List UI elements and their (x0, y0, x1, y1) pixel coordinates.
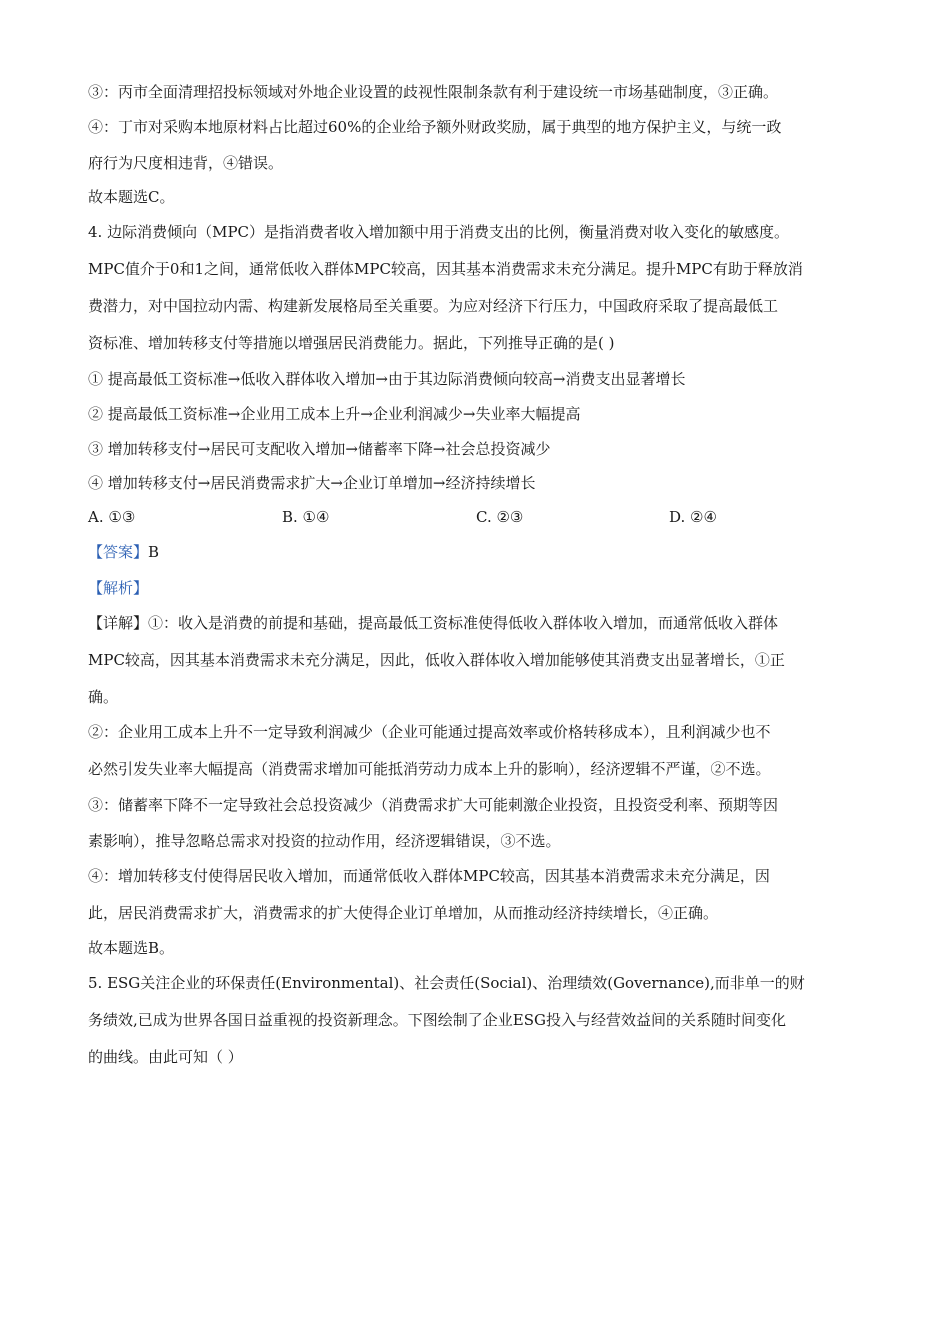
q5-stem-line: 5. ESG关注企业的环保责任(Environmental)、社会责任(Social)、治理绩效(Governance),而非单一的财 (88, 974, 805, 992)
q4-option-c: C. ②③ (476, 508, 524, 526)
q4-detail-line: ③：储蓄率下降不一定导致社会总投资减少（消费需求扩大可能刺激企业投资，且投资受利率、预期等因 (88, 796, 779, 814)
q4-detail-line (88, 613, 778, 633)
q4-detail-line: 确。 (88, 688, 119, 706)
q4-detail-line: ④：增加转移支付使得居民收入增加，而通常低收入群体MPC较高，因其基本消费需求未充分满足，因 (88, 867, 770, 885)
q4-option-a: A. ①③ (88, 508, 136, 526)
q4-detail-line: ②：企业用工成本上升不一定导致利润减少（企业可能通过提高效率或价格转移成本），且利润减少也不 (88, 723, 771, 741)
detail-text: ①：收入是消费的前提和基础，提高最低工资标准使得低收入群体收入增加，而通常低收入群体 (148, 614, 779, 632)
q4-option-b: B. ①④ (282, 508, 330, 526)
q4-analysis-heading (88, 578, 148, 598)
q3-analysis-line: ③：丙市全面清理招投标领域对外地企业设置的歧视性限制条款有利于建设统一市场基础制度，③正确。 (88, 83, 779, 101)
q3-conclusion: 故本题选C。 (88, 188, 175, 206)
answer-value: B (148, 543, 160, 561)
q4-statement: ② 提高最低工资标准→企业用工成本上升→企业利润减少→失业率大幅提高 (88, 405, 581, 423)
analysis-label: 【解析】 (88, 579, 149, 597)
q4-stem-line: 费潜力，对中国拉动内需、构建新发展格局至关重要。为应对经济下行压力，中国政府采取了提高最低工 (88, 297, 779, 315)
q4-option-d: D. ②④ (669, 508, 717, 526)
q5-stem-line: 务绩效,已成为世界各国日益重视的投资新理念。下图绘制了企业ESG投入与经营效益间的关系随时间变化 (88, 1011, 786, 1029)
q4-answer (88, 542, 159, 562)
q4-conclusion: 故本题选B。 (88, 939, 175, 957)
q4-detail-line: 素影响），推导忽略总需求对投资的拉动作用，经济逻辑错误，③不选。 (88, 832, 561, 850)
q5-stem-line: 的曲线。由此可知（ ） (88, 1048, 243, 1066)
q4-detail-line: MPC较高，因其基本消费需求未充分满足，因此，低收入群体收入增加能够使其消费支出显著增长，①正 (88, 651, 785, 669)
q4-detail-line: 此，居民消费需求扩大，消费需求的扩大使得企业订单增加，从而推动经济持续增长，④正确。 (88, 904, 719, 922)
q4-detail-line: 必然引发失业率大幅提高（消费需求增加可能抵消劳动力成本上升的影响），经济逻辑不严谨，②不选。 (88, 760, 771, 778)
detail-label: 【详解】 (88, 614, 149, 632)
q4-stem-line: MPC值介于0和1之间，通常低收入群体MPC较高，因其基本消费需求未充分满足。提升MPC有助于释放消 (88, 260, 803, 278)
q3-analysis-line: ④：丁市对采购本地原材料占比超过60%的企业给予额外财政奖励，属于典型的地方保护主义，与统一政 (88, 118, 782, 136)
q4-statement: ④ 增加转移支付→居民消费需求扩大→企业订单增加→经济持续增长 (88, 474, 536, 492)
q3-analysis-line: 府行为尺度相违背，④错误。 (88, 154, 284, 172)
q4-stem-line: 4. 边际消费倾向（MPC）是指消费者收入增加额中用于消费支出的比例，衡量消费对收入变化的敏感度。 (88, 223, 790, 241)
answer-label: 【答案】 (88, 543, 149, 561)
q4-stem-line: 资标准、增加转移支付等措施以增强居民消费能力。据此，下列推导正确的是( ) (88, 334, 615, 352)
q4-statement: ① 提高最低工资标准→低收入群体收入增加→由于其边际消费倾向较高→消费支出显著增长 (88, 370, 686, 388)
q4-statement: ③ 增加转移支付→居民可支配收入增加→储蓄率下降→社会总投资减少 (88, 440, 551, 458)
